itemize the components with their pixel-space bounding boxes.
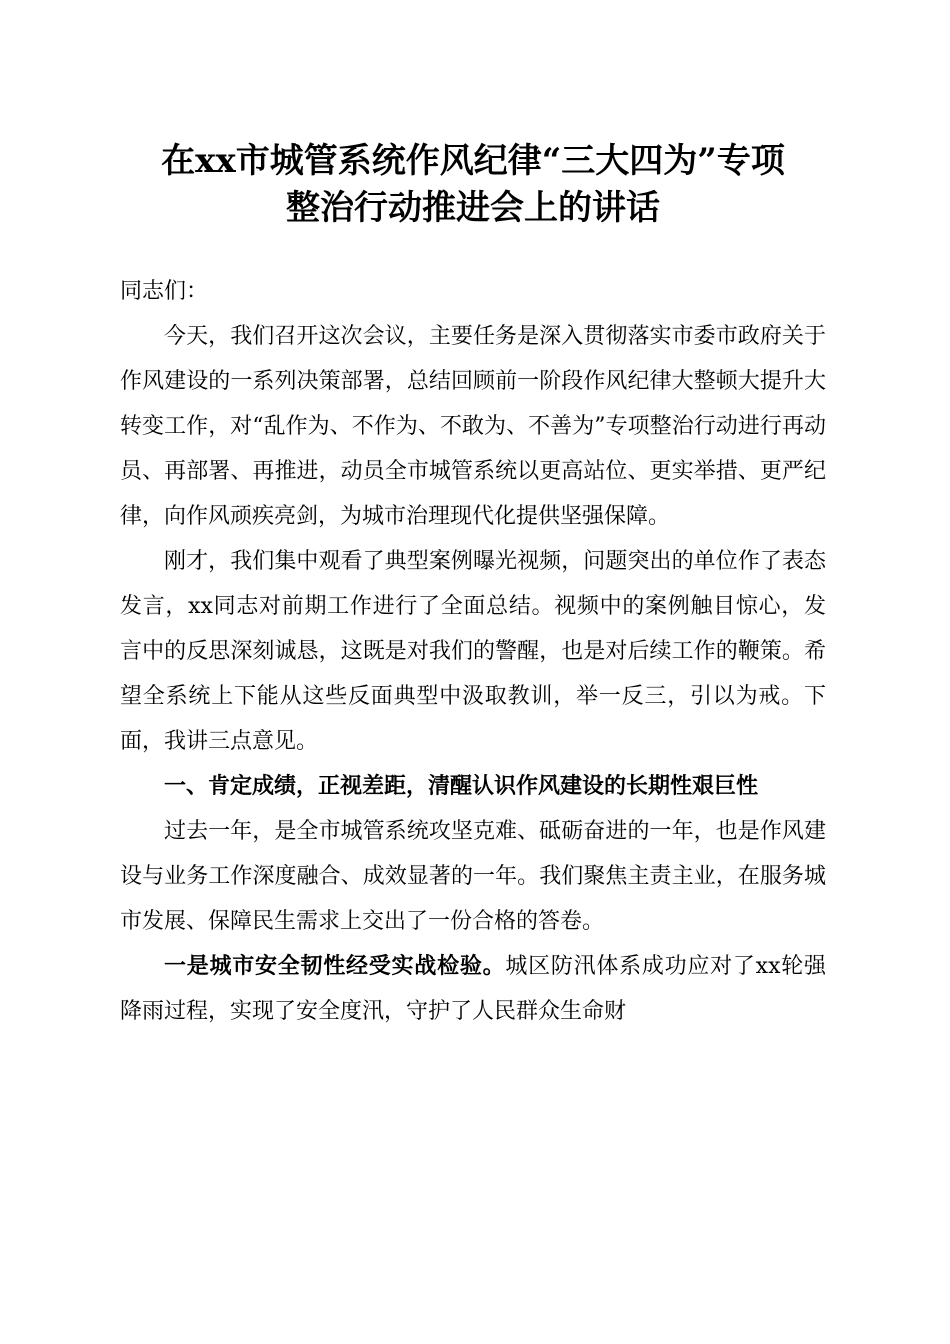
paragraph-opening: 今天，我们召开这次会议，主要任务是深入贯彻落实市委市政府关于作风建设的一系列决策部署，总结回顾前一阶段作风纪律大整顿大提升大转变工作，对“乱作为、不作为、不敢为、不善为”专项整治行动进行再动员、再部署、再推进，动员全市城管系统以更高站位、更实举措、更严纪律，向作风顽疾亮剑，为城市治理现代化提供坚强保障。 — [120, 324, 826, 529]
paragraph-section1: 过去一年，是全市城管系统攻坚克难、砥砺奋进的一年，也是作风建设与业务工作深度融合、成效显著的一年。我们聚焦主责主业，在服务城市发展、保障民生需求上交出了一份合格的答卷。 — [120, 819, 826, 934]
point1-lead: 一是城市安全韧性经受实战检验。 — [164, 953, 506, 979]
salutation: 同志们： — [120, 279, 209, 304]
point1-text: 城区防汛体系成功应对了xx轮强降雨过程，实现了安全度汛，守护了人民群众生命财 — [120, 954, 826, 1024]
paragraph-review: 刚才，我们集中观看了典型案例曝光视频，问题突出的单位作了表态发言，xx同志对前期工作进行了全面总结。视频中的案例触目惊心，发言中的反思深刻诚恳，这既是对我们的警醒，也是对后续工作的鞭策。希望全系统上下能从这些反面典型中汲取教训，举一反三，引以为戒。下面，我讲三点意见。 — [120, 549, 826, 754]
document-page — [120, 138, 826, 1034]
paragraph-point1 — [120, 944, 826, 1034]
document-title — [120, 138, 826, 232]
title-line-2: 整治行动推进会上的讲话 — [286, 188, 660, 228]
section-heading-1: 一、肯定成绩，正视差距，清醒认识作风建设的长期性艰巨性 — [164, 774, 759, 799]
title-line-1: 在xx市城管系统作风纪律“三大四为”专项 — [161, 141, 785, 181]
